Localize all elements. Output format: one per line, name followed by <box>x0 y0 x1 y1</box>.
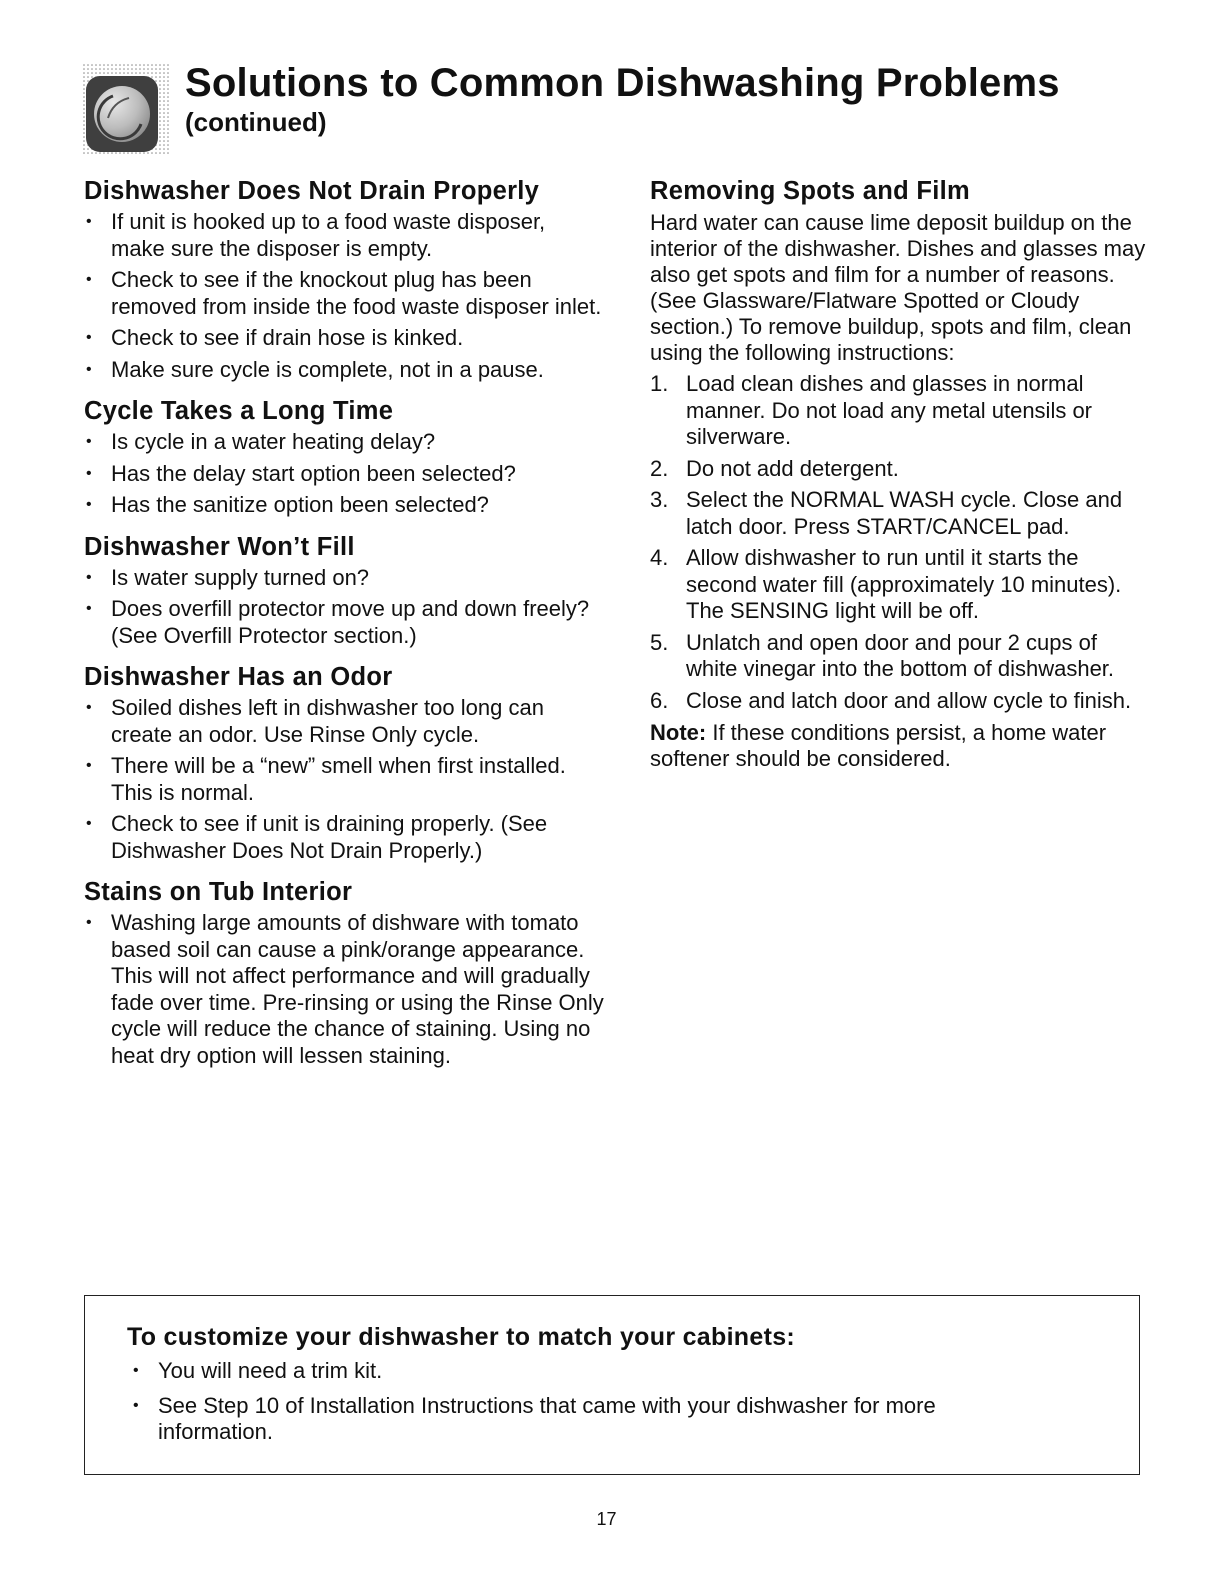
bullet-list <box>84 209 604 383</box>
step-item <box>650 487 1150 540</box>
section-title: Removing Spots and Film <box>650 177 971 205</box>
step-text: Allow dishwasher to run until it starts the second water fill (approximately 10 minutes). The SENSING light will be off. <box>686 545 1122 623</box>
step-text: Unlatch and open door and pour 2 cups of white vinegar into the bottom of dishwasher. <box>686 629 1115 681</box>
list-item: • If unit is hooked up to a food waste disposer, make sure the disposer is empty. <box>84 209 604 262</box>
list-item: • Make sure cycle is complete, not in a pause. <box>84 357 604 384</box>
section-title: Dishwasher Won’t Fill <box>84 532 355 561</box>
step-item <box>650 630 1150 683</box>
list-item: • Check to see if unit is draining properly. (See Dishwasher Does Not Drain Properly.) <box>84 811 604 864</box>
list-item: • Soiled dishes left in dishwasher too long can create an odor. Use Rinse Only cycle. <box>84 695 604 748</box>
list-item: • Check to see if drain hose is kinked. <box>84 325 604 352</box>
step-number: 5. <box>650 629 669 655</box>
section-title: Dishwasher Does Not Drain Properly <box>84 177 540 205</box>
list-item: • There will be a “new” smell when first installed. This is normal. <box>84 753 604 806</box>
step-text: Do not add detergent. <box>686 455 899 481</box>
box-title: To customize your dishwasher to match your cabinets: <box>127 1323 796 1351</box>
bullet-list <box>84 910 604 1069</box>
bullet-list <box>84 695 604 864</box>
bullet-list <box>84 565 604 650</box>
step-item <box>650 545 1150 625</box>
step-text: Load clean dishes and glasses in normal manner. Do not load any metal utensils or silverware. <box>686 371 1093 449</box>
box-bullet-list <box>131 1358 1011 1454</box>
step-number: 4. <box>650 545 669 570</box>
steps-list <box>650 371 1150 714</box>
bullet-list <box>84 429 604 519</box>
section <box>84 662 604 864</box>
step-number: 6. <box>650 687 669 713</box>
step-number: 2. <box>650 455 669 481</box>
note-text: If these conditions persist, a home water softener should be considered. <box>650 720 1107 771</box>
section-intro: Hard water can cause lime deposit buildup on the interior of the dishwasher. Dishes and glasses may also get spots and film for a number of reasons. (See Glassware/Flatware Spotted or Cloudy section.) To remove buildup, spots and film, clean using the following instructions: <box>650 210 1146 365</box>
list-item: • Is water supply turned on? <box>84 565 604 592</box>
page-number: 17 <box>596 1509 617 1529</box>
page-subtitle: (continued) <box>185 107 327 137</box>
section-title: Dishwasher Has an Odor <box>84 663 393 691</box>
list-item: • Does overfill protector move up and down freely? (See Overfill Protector section.) <box>84 596 604 649</box>
list-item: • See Step 10 of Installation Instructions that came with your dishwasher for more information. <box>131 1393 1011 1446</box>
note-label: Note: <box>650 720 707 745</box>
right-column <box>650 176 1150 785</box>
dishwasher-rack-icon <box>83 64 171 154</box>
left-column <box>84 176 604 1082</box>
step-number: 3. <box>650 487 669 512</box>
section <box>84 877 604 1069</box>
step-number: 1. <box>650 371 669 396</box>
step-text: Close and latch door and allow cycle to finish. <box>686 687 1132 713</box>
section <box>84 396 604 519</box>
step-text: Select the NORMAL WASH cycle. Close and latch door. Press START/CANCEL pad. <box>686 487 1123 539</box>
section-removing-spots <box>650 176 1150 772</box>
step-item <box>650 688 1150 715</box>
step-item <box>650 371 1150 451</box>
list-item: • Has the delay start option been selected? <box>84 461 604 488</box>
customize-box <box>84 1295 1140 1475</box>
page-header <box>83 60 1143 155</box>
list-item: • Is cycle in a water heating delay? <box>84 429 604 456</box>
page-title: Solutions to Common Dishwashing Problems <box>185 61 1060 105</box>
section-title: Cycle Takes a Long Time <box>84 397 394 425</box>
list-item: • Washing large amounts of dishware with tomato based soil can cause a pink/orange appearance. This will not affect performance and will gradually fade over time. Pre-rinsing or using the Rinse Only cycle will reduce the chance of staining. Using no heat dry option will lessen staining. <box>84 910 604 1069</box>
list-item: • You will need a trim kit. <box>131 1358 1011 1385</box>
list-item: • Check to see if the knockout plug has been removed from inside the food waste disposer inlet. <box>84 267 604 320</box>
section-title: Stains on Tub Interior <box>84 878 353 906</box>
note <box>650 720 1150 772</box>
step-item <box>650 456 1150 483</box>
section <box>84 532 604 650</box>
list-item: • Has the sanitize option been selected? <box>84 492 604 519</box>
section <box>84 176 604 383</box>
